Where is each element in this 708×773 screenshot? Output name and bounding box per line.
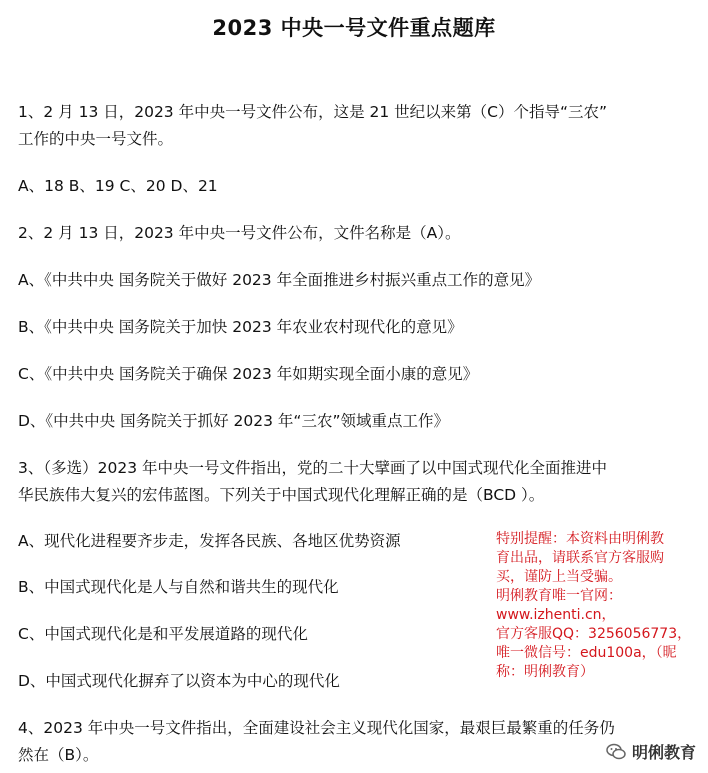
question-1-line-2: 工作的中央一号文件。: [18, 130, 174, 148]
notice-line: 特别提醒：本资料由明俐教: [496, 531, 664, 547]
question-3-option-b: B、中国式现代化是人与自然和谐共生的现代化: [18, 578, 339, 596]
notice-line: 称：明俐教育）: [496, 664, 594, 680]
wechat-icon: [606, 742, 626, 762]
question-3-line-2: 华民族伟大复兴的宏伟蓝图。下列关于中国式现代化理解正确的是（BCD ）。: [18, 486, 545, 504]
watermark-text: 明俐教育: [631, 743, 696, 762]
question-2-option-b: B、《中共中央 国务院关于加快 2023 年农业农村现代化的意见》: [18, 318, 463, 336]
notice-line: 明俐教育唯一官网：: [496, 588, 622, 604]
question-3-option-d: D、中国式现代化摒弃了以资本为中心的现代化: [18, 672, 340, 690]
question-3-line-1: 3、（多选）2023 年中央一号文件指出，党的二十大擘画了以中国式现代化全面推进中: [18, 459, 607, 477]
notice-line: 育出品，请联系官方客服购: [496, 550, 664, 566]
question-2-option-d: D、《中共中央 国务院关于抓好 2023 年“三农”领域重点工作》: [18, 412, 449, 430]
notice-url: www.izhenti.cn，: [496, 607, 616, 623]
question-3-option-c: C、中国式现代化是和平发展道路的现代化: [18, 625, 308, 643]
question-4-line-1: 4、2023 年中央一号文件指出，全面建设社会主义现代化国家，最艰巨最繁重的任务仍: [18, 719, 615, 737]
question-3-option-a: A、现代化进程要齐步走，发挥各民族、各地区优势资源: [18, 532, 401, 550]
question-1-line-1: 1、2 月 13 日，2023 年中央一号文件公布，这是 21 世纪以来第（C）个指导“三农”: [18, 103, 608, 121]
question-2-option-c: C、《中共中央 国务院关于确保 2023 年如期实现全面小康的意见》: [18, 365, 479, 383]
watermark: [606, 740, 696, 763]
notice-box: [496, 530, 702, 682]
notice-line: 唯一微信号：edu100a，（昵: [496, 645, 677, 661]
question-4-line-2: 然在（B）。: [18, 746, 99, 764]
notice-line: 官方客服QQ：3256056773，: [496, 626, 692, 642]
page-title: 2023 中央一号文件重点题库: [212, 16, 496, 40]
question-2-option-a: A、《中共中央 国务院关于做好 2023 年全面推进乡村振兴重点工作的意见》: [18, 271, 541, 289]
question-2-stem: 2、2 月 13 日，2023 年中央一号文件公布，文件名称是（A）。: [18, 224, 461, 242]
notice-line: 买，谨防上当受骗。: [496, 569, 622, 585]
question-1-options: A、18 B、19 C、20 D、21: [18, 177, 218, 195]
